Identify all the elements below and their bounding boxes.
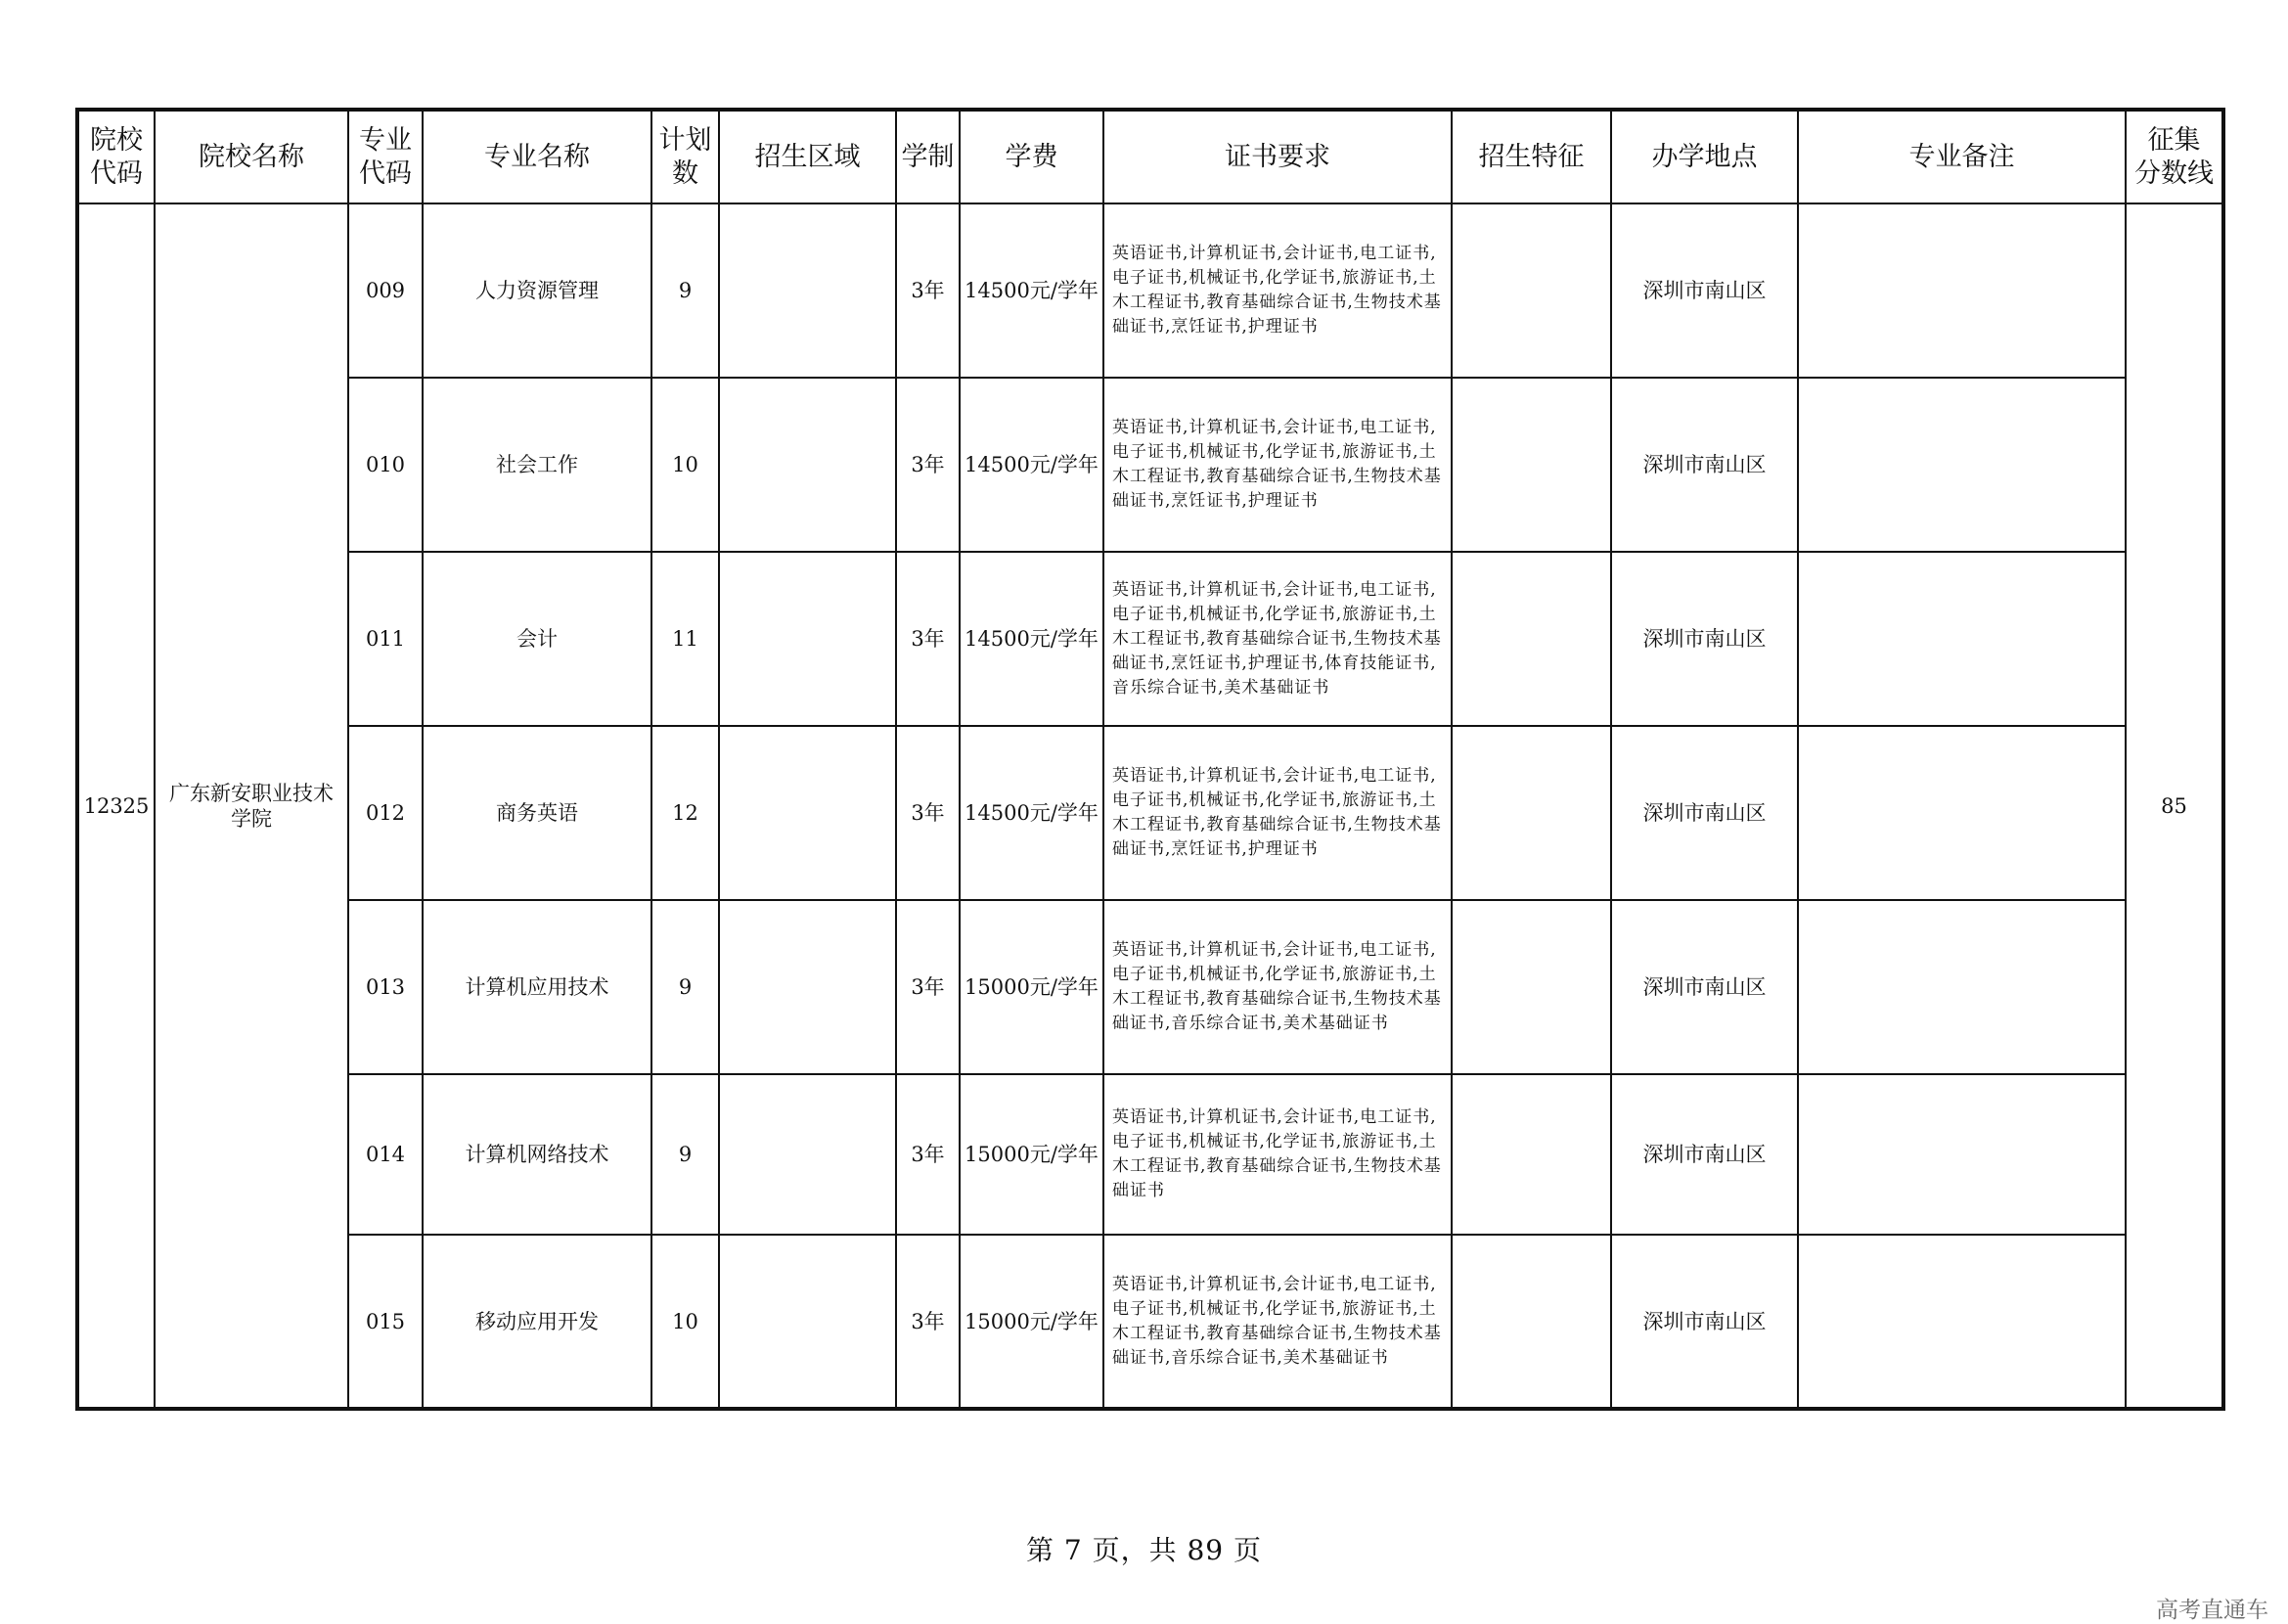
header-major-code: 专业 代码 <box>348 110 423 203</box>
header-location: 办学地点 <box>1611 110 1798 203</box>
cutoff-score: 85 <box>2126 203 2223 1409</box>
note <box>1798 1074 2126 1235</box>
duration: 3年 <box>896 1235 960 1409</box>
note <box>1798 726 2126 900</box>
location: 深圳市南山区 <box>1611 1074 1798 1235</box>
cert-requirements: 英语证书,计算机证书,会计证书,电工证书,电子证书,机械证书,化学证书,旅游证书,土木工程证书,教育基础综合证书,生物技术基础证书,音乐综合证书,美术基础证书 <box>1103 900 1452 1074</box>
location: 深圳市南山区 <box>1611 552 1798 726</box>
tuition: 14500元/学年 <box>960 552 1103 726</box>
tuition: 15000元/学年 <box>960 900 1103 1074</box>
header-duration: 学制 <box>896 110 960 203</box>
duration: 3年 <box>896 378 960 552</box>
tuition: 15000元/学年 <box>960 1235 1103 1409</box>
header-note: 专业备注 <box>1798 110 2126 203</box>
region <box>719 1074 896 1235</box>
header-tuition: 学费 <box>960 110 1103 203</box>
cert-requirements: 英语证书,计算机证书,会计证书,电工证书,电子证书,机械证书,化学证书,旅游证书,土木工程证书,教育基础综合证书,生物技术基础证书,烹饪证书,护理证书 <box>1103 378 1452 552</box>
header-cutoff: 征集 分数线 <box>2126 110 2223 203</box>
table-row <box>77 552 2223 726</box>
major-code: 013 <box>348 900 423 1074</box>
header-row <box>77 110 2223 203</box>
feature <box>1452 378 1611 552</box>
duration: 3年 <box>896 1074 960 1235</box>
plan-count: 10 <box>651 378 719 552</box>
header-feature: 招生特征 <box>1452 110 1611 203</box>
table-row <box>77 203 2223 378</box>
major-name: 社会工作 <box>423 378 651 552</box>
header-school-name: 院校名称 <box>155 110 348 203</box>
plan-count: 10 <box>651 1235 719 1409</box>
major-code: 015 <box>348 1235 423 1409</box>
admission-plan-table <box>75 108 2225 1411</box>
cert-requirements: 英语证书,计算机证书,会计证书,电工证书,电子证书,机械证书,化学证书,旅游证书,土木工程证书,教育基础综合证书,生物技术基础证书,烹饪证书,护理证书,体育技能证书,音乐综合证书,美术基础证书 <box>1103 552 1452 726</box>
feature <box>1452 1235 1611 1409</box>
region <box>719 203 896 378</box>
region <box>719 726 896 900</box>
plan-count: 9 <box>651 203 719 378</box>
cert-requirements: 英语证书,计算机证书,会计证书,电工证书,电子证书,机械证书,化学证书,旅游证书,土木工程证书,教育基础综合证书,生物技术基础证书,烹饪证书,护理证书 <box>1103 726 1452 900</box>
region <box>719 900 896 1074</box>
table-row <box>77 726 2223 900</box>
table-row <box>77 378 2223 552</box>
plan-count: 12 <box>651 726 719 900</box>
header-school-code: 院校 代码 <box>77 110 155 203</box>
plan-count: 11 <box>651 552 719 726</box>
note <box>1798 203 2126 378</box>
duration: 3年 <box>896 552 960 726</box>
table-row <box>77 900 2223 1074</box>
major-code: 010 <box>348 378 423 552</box>
tuition: 14500元/学年 <box>960 726 1103 900</box>
region <box>719 378 896 552</box>
school-name: 广东新安职业技术学院 <box>155 203 348 1409</box>
location: 深圳市南山区 <box>1611 900 1798 1074</box>
major-name: 人力资源管理 <box>423 203 651 378</box>
feature <box>1452 900 1611 1074</box>
location: 深圳市南山区 <box>1611 726 1798 900</box>
duration: 3年 <box>896 726 960 900</box>
school-code: 12325 <box>77 203 155 1409</box>
region <box>719 1235 896 1409</box>
header-region: 招生区域 <box>719 110 896 203</box>
major-name: 商务英语 <box>423 726 651 900</box>
duration: 3年 <box>896 203 960 378</box>
major-name: 移动应用开发 <box>423 1235 651 1409</box>
note <box>1798 900 2126 1074</box>
cert-requirements: 英语证书,计算机证书,会计证书,电工证书,电子证书,机械证书,化学证书,旅游证书,土木工程证书,教育基础综合证书,生物技术基础证书 <box>1103 1074 1452 1235</box>
watermark: 高考直通车 <box>2156 1598 2268 1623</box>
note <box>1798 378 2126 552</box>
tuition: 14500元/学年 <box>960 203 1103 378</box>
feature <box>1452 1074 1611 1235</box>
tuition: 15000元/学年 <box>960 1074 1103 1235</box>
location: 深圳市南山区 <box>1611 378 1798 552</box>
major-name: 会计 <box>423 552 651 726</box>
plan-count: 9 <box>651 1074 719 1235</box>
cert-requirements: 英语证书,计算机证书,会计证书,电工证书,电子证书,机械证书,化学证书,旅游证书,土木工程证书,教育基础综合证书,生物技术基础证书,音乐综合证书,美术基础证书 <box>1103 1235 1452 1409</box>
feature <box>1452 203 1611 378</box>
major-name: 计算机应用技术 <box>423 900 651 1074</box>
major-code: 009 <box>348 203 423 378</box>
major-code: 011 <box>348 552 423 726</box>
cert-requirements: 英语证书,计算机证书,会计证书,电工证书,电子证书,机械证书,化学证书,旅游证书,土木工程证书,教育基础综合证书,生物技术基础证书,烹饪证书,护理证书 <box>1103 203 1452 378</box>
table-row <box>77 1235 2223 1409</box>
page-number: 第 7 页，共 89 页 <box>1025 1534 1263 1566</box>
tuition: 14500元/学年 <box>960 378 1103 552</box>
feature <box>1452 552 1611 726</box>
header-major-name: 专业名称 <box>423 110 651 203</box>
header-cert: 证书要求 <box>1103 110 1452 203</box>
plan-count: 9 <box>651 900 719 1074</box>
location: 深圳市南山区 <box>1611 1235 1798 1409</box>
major-code: 014 <box>348 1074 423 1235</box>
major-name: 计算机网络技术 <box>423 1074 651 1235</box>
major-code: 012 <box>348 726 423 900</box>
header-plan: 计划 数 <box>651 110 719 203</box>
note <box>1798 552 2126 726</box>
duration: 3年 <box>896 900 960 1074</box>
location: 深圳市南山区 <box>1611 203 1798 378</box>
note <box>1798 1235 2126 1409</box>
region <box>719 552 896 726</box>
feature <box>1452 726 1611 900</box>
table-row <box>77 1074 2223 1235</box>
